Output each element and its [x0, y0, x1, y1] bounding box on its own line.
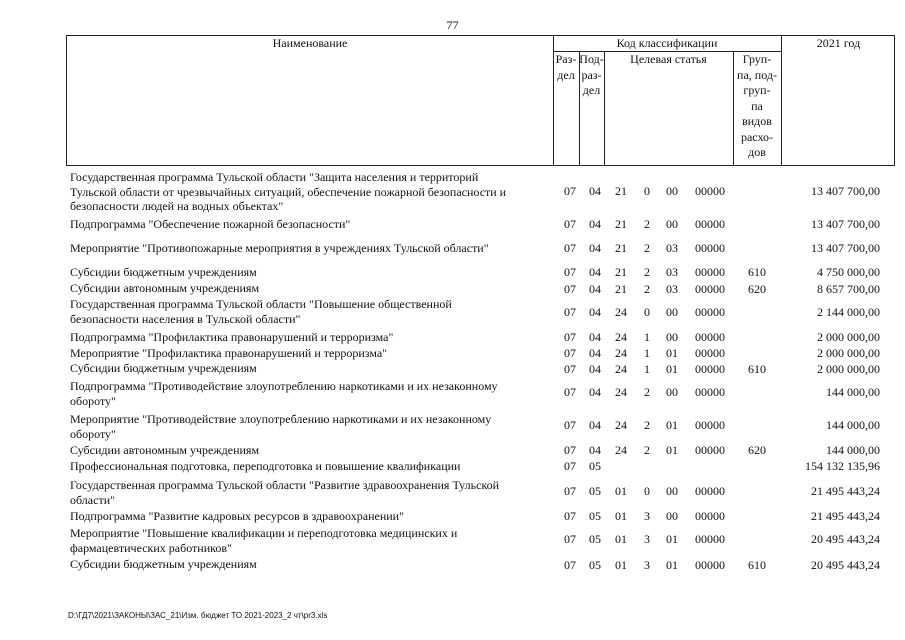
row-name-line: обороту"	[70, 393, 116, 408]
cell-p1: 24	[615, 443, 627, 457]
cell-p2: 0	[644, 484, 650, 498]
cell-podrazdel: 04	[589, 418, 601, 432]
cell-p4: 00000	[695, 282, 725, 296]
cell-p3: 03	[666, 265, 678, 279]
header-razdel-line: Раз-	[555, 52, 577, 66]
cell-p4: 00000	[695, 346, 725, 360]
cell-p3: 00	[666, 385, 678, 399]
cell-podrazdel: 04	[589, 241, 601, 255]
cell-razdel: 07	[564, 217, 576, 231]
cell-p2: 2	[644, 265, 650, 279]
header-group-line: груп-	[743, 83, 771, 97]
cell-amount: 13 407 700,00	[811, 217, 880, 231]
row-name	[70, 346, 552, 361]
row-name	[70, 297, 552, 326]
cell-p4: 00000	[695, 558, 725, 572]
cell-amount: 144 000,00	[826, 443, 880, 457]
header-podrazdel-line: Под-	[579, 52, 604, 66]
cell-group: 610	[748, 362, 766, 376]
cell-p4: 00000	[695, 484, 725, 498]
row-name-line: Государственная программа Тульской области "Повышение общественной	[70, 297, 452, 311]
cell-p4: 00000	[695, 305, 725, 319]
row-name	[70, 170, 552, 214]
row-name	[70, 509, 552, 524]
row-name-line: безопасности людей на водных объектах"	[70, 199, 284, 213]
cell-podrazdel: 04	[589, 184, 601, 198]
row-name	[70, 361, 552, 376]
cell-p4: 00000	[695, 184, 725, 198]
cell-group: 620	[748, 282, 766, 296]
row-name-line: Государственная программа Тульской области "Развитие здравоохранения Тульской	[70, 478, 500, 492]
cell-razdel: 07	[564, 362, 576, 376]
cell-amount: 144 000,00	[826, 418, 880, 432]
cell-amount: 144 000,00	[826, 385, 880, 399]
cell-amount: 20 495 443,24	[811, 558, 880, 572]
cell-group: 610	[748, 265, 766, 279]
table-header	[66, 35, 895, 166]
cell-p2: 3	[644, 558, 650, 572]
row-name-line: Субсидии бюджетным учреждениям	[70, 557, 257, 571]
cell-p3: 01	[666, 532, 678, 546]
cell-p1: 01	[615, 509, 627, 523]
row-name-line: Подпрограмма "Обеспечение пожарной безопасности"	[70, 217, 351, 231]
cell-p3: 00	[666, 330, 678, 344]
row-name	[70, 379, 552, 408]
cell-p2: 2	[644, 241, 650, 255]
row-name-line: Мероприятие "Противопожарные мероприятия в учреждениях Тульской области"	[70, 241, 489, 255]
cell-podrazdel: 04	[589, 265, 601, 279]
header-razdel	[553, 52, 579, 83]
header-target: Целевая статья	[630, 52, 707, 66]
row-name	[70, 241, 552, 256]
header-razdel-line: дел	[557, 67, 575, 82]
cell-razdel: 07	[564, 385, 576, 399]
cell-razdel: 07	[564, 241, 576, 255]
cell-podrazdel: 05	[589, 509, 601, 523]
file-path-footer: D:\ГД7\2021\ЗАКОНЫ\ЗАС_21\Изм. бюджет ТО 2021-2023_2 чт\pr3.xls	[68, 611, 328, 620]
column-divider	[781, 36, 782, 165]
cell-p2: 2	[644, 217, 650, 231]
cell-p3: 01	[666, 443, 678, 457]
cell-p2: 1	[644, 362, 650, 376]
cell-p4: 00000	[695, 265, 725, 279]
cell-podrazdel: 04	[589, 330, 601, 344]
cell-p3: 01	[666, 346, 678, 360]
cell-amount: 13 407 700,00	[811, 184, 880, 198]
cell-amount: 21 495 443,24	[811, 509, 880, 523]
cell-p2: 2	[644, 385, 650, 399]
row-name	[70, 265, 552, 280]
row-name-line: обороту"	[70, 426, 116, 441]
row-name	[70, 526, 552, 555]
cell-p3: 01	[666, 558, 678, 572]
header-podrazdel-line: дел	[582, 83, 601, 97]
cell-podrazdel: 04	[589, 282, 601, 296]
cell-p3: 00	[666, 305, 678, 319]
cell-p1: 24	[615, 362, 627, 376]
row-name-line: Подпрограмма "Развитие кадровых ресурсов в здравоохранении"	[70, 509, 404, 523]
cell-razdel: 07	[564, 558, 576, 572]
cell-razdel: 07	[564, 509, 576, 523]
cell-podrazdel: 05	[589, 558, 601, 572]
cell-p3: 00	[666, 509, 678, 523]
cell-p4: 00000	[695, 362, 725, 376]
cell-razdel: 07	[564, 459, 576, 473]
cell-amount: 21 495 443,24	[811, 484, 880, 498]
row-name-line: Государственная программа Тульской области "Защита населения и территорий	[70, 170, 479, 184]
cell-p4: 00000	[695, 385, 725, 399]
row-name	[70, 443, 552, 458]
row-name-line: Субсидии автономным учреждениям	[70, 281, 260, 295]
cell-podrazdel: 05	[589, 532, 601, 546]
cell-p2: 2	[644, 282, 650, 296]
cell-podrazdel: 04	[589, 362, 601, 376]
cell-p1: 21	[615, 282, 627, 296]
cell-p3: 00	[666, 484, 678, 498]
header-group-line: Груп-	[742, 52, 772, 66]
cell-p4: 00000	[695, 217, 725, 231]
cell-p3: 03	[666, 241, 678, 255]
header-group-line: па	[751, 98, 763, 113]
cell-amount: 2 144 000,00	[817, 305, 880, 319]
cell-p2: 2	[644, 418, 650, 432]
cell-p4: 00000	[695, 418, 725, 432]
cell-p2: 2	[644, 443, 650, 457]
cell-p2: 3	[644, 509, 650, 523]
cell-podrazdel: 04	[589, 217, 601, 231]
page-number: 77	[446, 18, 459, 32]
cell-p1: 21	[615, 184, 627, 198]
cell-podrazdel: 04	[589, 443, 601, 457]
cell-p1: 01	[615, 558, 627, 572]
cell-p4: 00000	[695, 330, 725, 344]
row-name-line: безопасности населения в Тульской области"	[70, 311, 301, 326]
cell-podrazdel: 04	[589, 305, 601, 319]
row-name-line: Субсидии бюджетным учреждениям	[70, 265, 257, 279]
cell-amount: 2 000 000,00	[817, 346, 880, 360]
cell-razdel: 07	[564, 443, 576, 457]
header-podrazdel-line: раз-	[581, 67, 602, 82]
row-name-line: Подпрограмма "Противодействие злоупотреблению наркотиками и их незаконному	[70, 379, 498, 393]
cell-razdel: 07	[564, 418, 576, 432]
row-name	[70, 217, 552, 232]
cell-p2: 1	[644, 330, 650, 344]
cell-group: 620	[748, 443, 766, 457]
cell-razdel: 07	[564, 532, 576, 546]
cell-p1: 01	[615, 532, 627, 546]
header-podrazdel	[579, 52, 604, 99]
row-name	[70, 281, 552, 296]
cell-razdel: 07	[564, 346, 576, 360]
row-name-line: Мероприятие "Противодействие злоупотреблению наркотиками и их незаконному	[70, 412, 492, 426]
cell-p4: 00000	[695, 532, 725, 546]
header-group	[733, 52, 781, 161]
cell-p1: 24	[615, 346, 627, 360]
header-group-line: расхо-	[740, 129, 774, 144]
header-group-line: видов	[742, 114, 772, 128]
cell-amount: 20 495 443,24	[811, 532, 880, 546]
cell-p3: 03	[666, 282, 678, 296]
cell-podrazdel: 05	[589, 459, 601, 473]
row-name	[70, 557, 552, 572]
cell-p3: 00	[666, 217, 678, 231]
row-name-line: Тульской области от чрезвычайных ситуаций, обеспечение пожарной безопасности и	[70, 184, 507, 199]
cell-podrazdel: 05	[589, 484, 601, 498]
row-name-line: Подпрограмма "Профилактика правонарушений и терроризма"	[70, 330, 394, 344]
cell-amount: 2 000 000,00	[817, 330, 880, 344]
cell-p1: 24	[615, 305, 627, 319]
header-year: 2021 год	[816, 36, 861, 50]
column-divider	[604, 51, 605, 165]
cell-podrazdel: 04	[589, 346, 601, 360]
cell-razdel: 07	[564, 484, 576, 498]
cell-amount: 154 132 135,96	[805, 459, 880, 473]
cell-amount: 8 657 700,00	[817, 282, 880, 296]
header-name: Наименование	[272, 36, 348, 50]
cell-p1: 24	[615, 330, 627, 344]
header-group-line: дов	[748, 145, 766, 159]
cell-p4: 00000	[695, 241, 725, 255]
cell-razdel: 07	[564, 184, 576, 198]
cell-p1: 24	[615, 418, 627, 432]
row-name	[70, 330, 552, 345]
cell-p3: 00	[666, 184, 678, 198]
cell-p1: 21	[615, 265, 627, 279]
row-name-line: Мероприятие "Профилактика правонарушений и терроризма"	[70, 346, 388, 360]
cell-p2: 1	[644, 346, 650, 360]
cell-p1: 01	[615, 484, 627, 498]
row-name-line: Профессиональная подготовка, переподготовка и повышение квалификации	[70, 459, 461, 473]
cell-p2: 0	[644, 184, 650, 198]
cell-p1: 21	[615, 241, 627, 255]
cell-p1: 24	[615, 385, 627, 399]
cell-razdel: 07	[564, 282, 576, 296]
cell-amount: 4 750 000,00	[817, 265, 880, 279]
cell-razdel: 07	[564, 305, 576, 319]
header-classification: Код классификации	[616, 36, 718, 50]
row-name-line: области"	[70, 492, 116, 507]
header-group-line: па, под-	[737, 67, 777, 82]
cell-p2: 3	[644, 532, 650, 546]
row-name	[70, 412, 552, 441]
row-name-line: Субсидии бюджетным учреждениям	[70, 361, 257, 375]
cell-amount: 13 407 700,00	[811, 241, 880, 255]
cell-podrazdel: 04	[589, 385, 601, 399]
cell-p3: 01	[666, 362, 678, 376]
cell-p2: 0	[644, 305, 650, 319]
cell-p4: 00000	[695, 443, 725, 457]
row-name-line: фармацевтических работников"	[70, 540, 232, 555]
cell-p1: 21	[615, 217, 627, 231]
row-name	[70, 459, 552, 474]
cell-amount: 2 000 000,00	[817, 362, 880, 376]
row-name-line: Субсидии автономным учреждениям	[70, 443, 260, 457]
cell-p3: 01	[666, 418, 678, 432]
row-name	[70, 478, 552, 507]
cell-p4: 00000	[695, 509, 725, 523]
cell-razdel: 07	[564, 330, 576, 344]
row-name-line: Мероприятие "Повышение квалификации и переподготовка медицинских и	[70, 526, 458, 540]
cell-razdel: 07	[564, 265, 576, 279]
cell-group: 610	[748, 558, 766, 572]
